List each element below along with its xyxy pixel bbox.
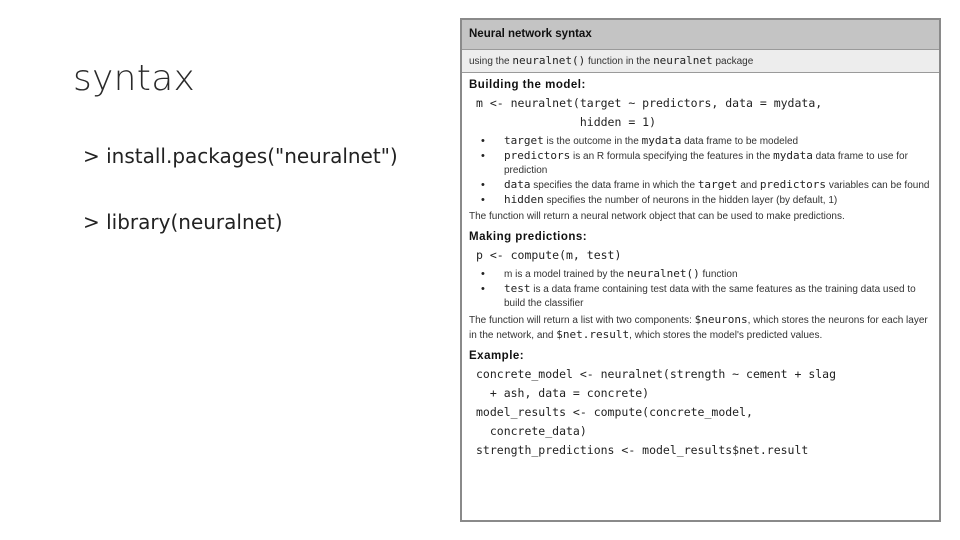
predicting-code-line: p <- compute(m, test) xyxy=(476,248,622,262)
example-title: Example: xyxy=(469,350,525,362)
list-item: • target is the outcome in the mydata data frame to be modeled xyxy=(469,134,933,149)
example-code-line: strength_predictions <- model_results$net.result xyxy=(476,443,809,457)
subheader-post: package xyxy=(712,56,754,67)
subheader-function: neuralnet() xyxy=(512,54,586,67)
building-bullets xyxy=(469,134,933,208)
example-code-line: + ash, data = concrete) xyxy=(476,386,650,400)
predicting-title: Making predictions: xyxy=(469,231,588,243)
building-code-line: hidden = 1) xyxy=(476,115,657,129)
building-title: Building the model: xyxy=(469,79,586,91)
library-command: > library(neuralnet) xyxy=(83,210,283,234)
box-subheader xyxy=(462,50,939,73)
list-item: • hidden specifies the number of neurons in the hidden layer (by default, 1) xyxy=(469,193,933,208)
example-code-line: model_results <- compute(concrete_model, xyxy=(476,405,753,419)
predicting-note: The function will return a list with two components: $neurons, which stores the neurons for each layer in the network, and $net.result, which stores the model's predicted values. xyxy=(469,313,928,341)
list-item: • m is a model trained by the neuralnet() function xyxy=(469,267,933,282)
subheader-pre: using the xyxy=(469,56,513,67)
list-item: • predictors is an R formula specifying the features in the mydata data frame to use for prediction xyxy=(469,149,933,178)
box-header: Neural network syntax xyxy=(462,20,939,50)
list-item: • data specifies the data frame in which the target and predictors variables can be found xyxy=(469,178,933,193)
building-code-line: m <- neuralnet(target ~ predictors, data = mydata, xyxy=(476,96,823,110)
slide-title: syntax xyxy=(73,58,196,99)
subheader-package: neuralnet xyxy=(653,54,713,67)
install-command: > install.packages("neuralnet") xyxy=(83,144,398,168)
example-code-line: concrete_model <- neuralnet(strength ~ cement + slag xyxy=(476,367,837,381)
example-code-line: concrete_data) xyxy=(476,424,587,438)
list-item: • test is a data frame containing test data with the same features as the training data used to build the classifier xyxy=(469,282,933,311)
subheader-mid: function in the xyxy=(585,56,654,67)
syntax-box xyxy=(460,18,941,522)
building-note: The function will return a neural network object that can be used to make predictions. xyxy=(469,211,845,222)
predicting-bullets xyxy=(469,267,933,311)
